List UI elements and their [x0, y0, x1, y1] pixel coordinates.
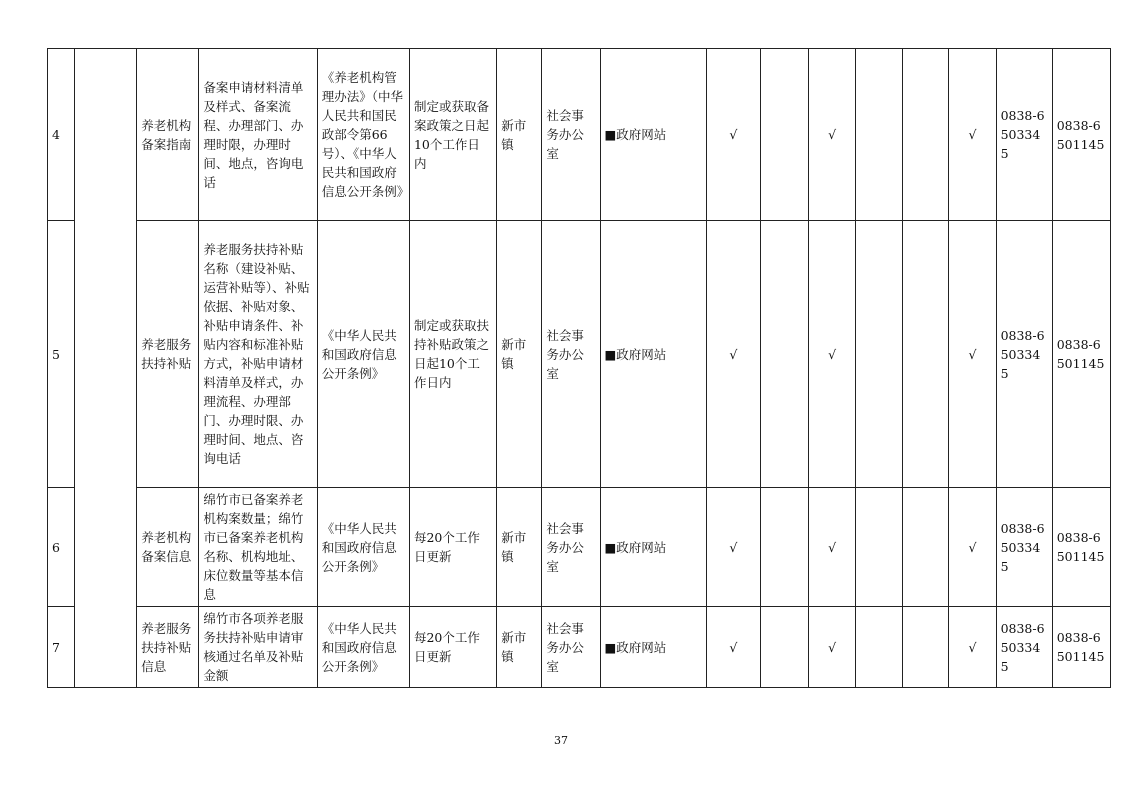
content-cell: 绵竹市已备案养老机构案数量；绵竹市已备案养老机构名称、机构地址、床位数量等基本信息	[199, 488, 317, 607]
check-mark	[856, 221, 903, 488]
row-number: 5	[48, 221, 75, 488]
phone-cell: 0838-6503345	[996, 488, 1052, 607]
table-row	[48, 607, 1111, 688]
timeframe-cell: 制定或获取扶持补贴政策之日起10个工作日内	[409, 221, 496, 488]
check-mark	[903, 488, 949, 607]
disclosure-table	[47, 48, 1111, 688]
check-mark: √	[809, 221, 856, 488]
channel-cell: ■政府网站	[600, 49, 706, 221]
check-mark	[856, 49, 903, 221]
basis-cell: 《中华人民共和国政府信息公开条例》	[317, 221, 409, 488]
subject-cell: 新市镇	[497, 607, 542, 688]
item-cell: 养老机构备案信息	[137, 488, 199, 607]
check-mark: √	[706, 49, 760, 221]
page-number: 37	[554, 734, 568, 747]
timeframe-cell: 制定或获取备案政策之日起10个工作日内	[409, 49, 496, 221]
check-mark	[760, 221, 808, 488]
table-row	[48, 221, 1111, 488]
item-cell: 养老机构备案指南	[137, 49, 199, 221]
row-number: 4	[48, 49, 75, 221]
department-cell: 社会事务办公室	[542, 607, 600, 688]
subject-cell: 新市镇	[497, 49, 542, 221]
check-mark: √	[706, 221, 760, 488]
check-mark: √	[809, 49, 856, 221]
item-cell: 养老服务扶持补贴	[137, 221, 199, 488]
check-mark	[856, 607, 903, 688]
check-mark	[903, 607, 949, 688]
category-cell	[75, 49, 137, 688]
content-cell: 养老服务扶持补贴名称（建设补贴、运营补贴等）、补贴依据、补贴对象、补贴申请条件、补贴内容和标准补贴方式，补贴申请材料清单及样式，办理流程、办理部门、办理时限、办理时间、地点、咨询电话	[199, 221, 317, 488]
row-number: 7	[48, 607, 75, 688]
check-mark: √	[809, 488, 856, 607]
item-cell: 养老服务扶持补贴信息	[137, 607, 199, 688]
check-mark	[856, 488, 903, 607]
phone-cell: 0838-6503345	[996, 221, 1052, 488]
basis-cell: 《养老机构管理办法》（中华人民共和国民政部令第66号）、《中华人民共和国政府信息公开条例》	[317, 49, 409, 221]
content-cell: 绵竹市各项养老服务扶持补贴申请审核通过名单及补贴金额	[199, 607, 317, 688]
phone-cell: 0838-6503345	[996, 607, 1052, 688]
phone-cell: 0838-6501145	[1052, 488, 1110, 607]
check-mark	[760, 488, 808, 607]
subject-cell: 新市镇	[497, 221, 542, 488]
channel-cell: ■政府网站	[600, 221, 706, 488]
phone-cell: 0838-6503345	[996, 49, 1052, 221]
check-mark: √	[809, 607, 856, 688]
phone-cell: 0838-6501145	[1052, 221, 1110, 488]
phone-cell: 0838-6501145	[1052, 49, 1110, 221]
row-number: 6	[48, 488, 75, 607]
check-mark: √	[949, 221, 996, 488]
timeframe-cell: 每20个工作日更新	[409, 488, 496, 607]
phone-cell: 0838-6501145	[1052, 607, 1110, 688]
check-mark	[903, 221, 949, 488]
department-cell: 社会事务办公室	[542, 221, 600, 488]
basis-cell: 《中华人民共和国政府信息公开条例》	[317, 607, 409, 688]
department-cell: 社会事务办公室	[542, 488, 600, 607]
table-row	[48, 49, 1111, 221]
check-mark: √	[949, 607, 996, 688]
channel-cell: ■政府网站	[600, 607, 706, 688]
check-mark	[903, 49, 949, 221]
subject-cell: 新市镇	[497, 488, 542, 607]
content-cell: 备案申请材料清单及样式、备案流程、办理部门、办理时限，办理时间、地点，咨询电话	[199, 49, 317, 221]
check-mark: √	[949, 488, 996, 607]
basis-cell: 《中华人民共和国政府信息公开条例》	[317, 488, 409, 607]
check-mark: √	[706, 488, 760, 607]
check-mark	[760, 49, 808, 221]
channel-cell: ■政府网站	[600, 488, 706, 607]
timeframe-cell: 每20个工作日更新	[409, 607, 496, 688]
check-mark: √	[706, 607, 760, 688]
table-row	[48, 488, 1111, 607]
department-cell: 社会事务办公室	[542, 49, 600, 221]
check-mark: √	[949, 49, 996, 221]
check-mark	[760, 607, 808, 688]
